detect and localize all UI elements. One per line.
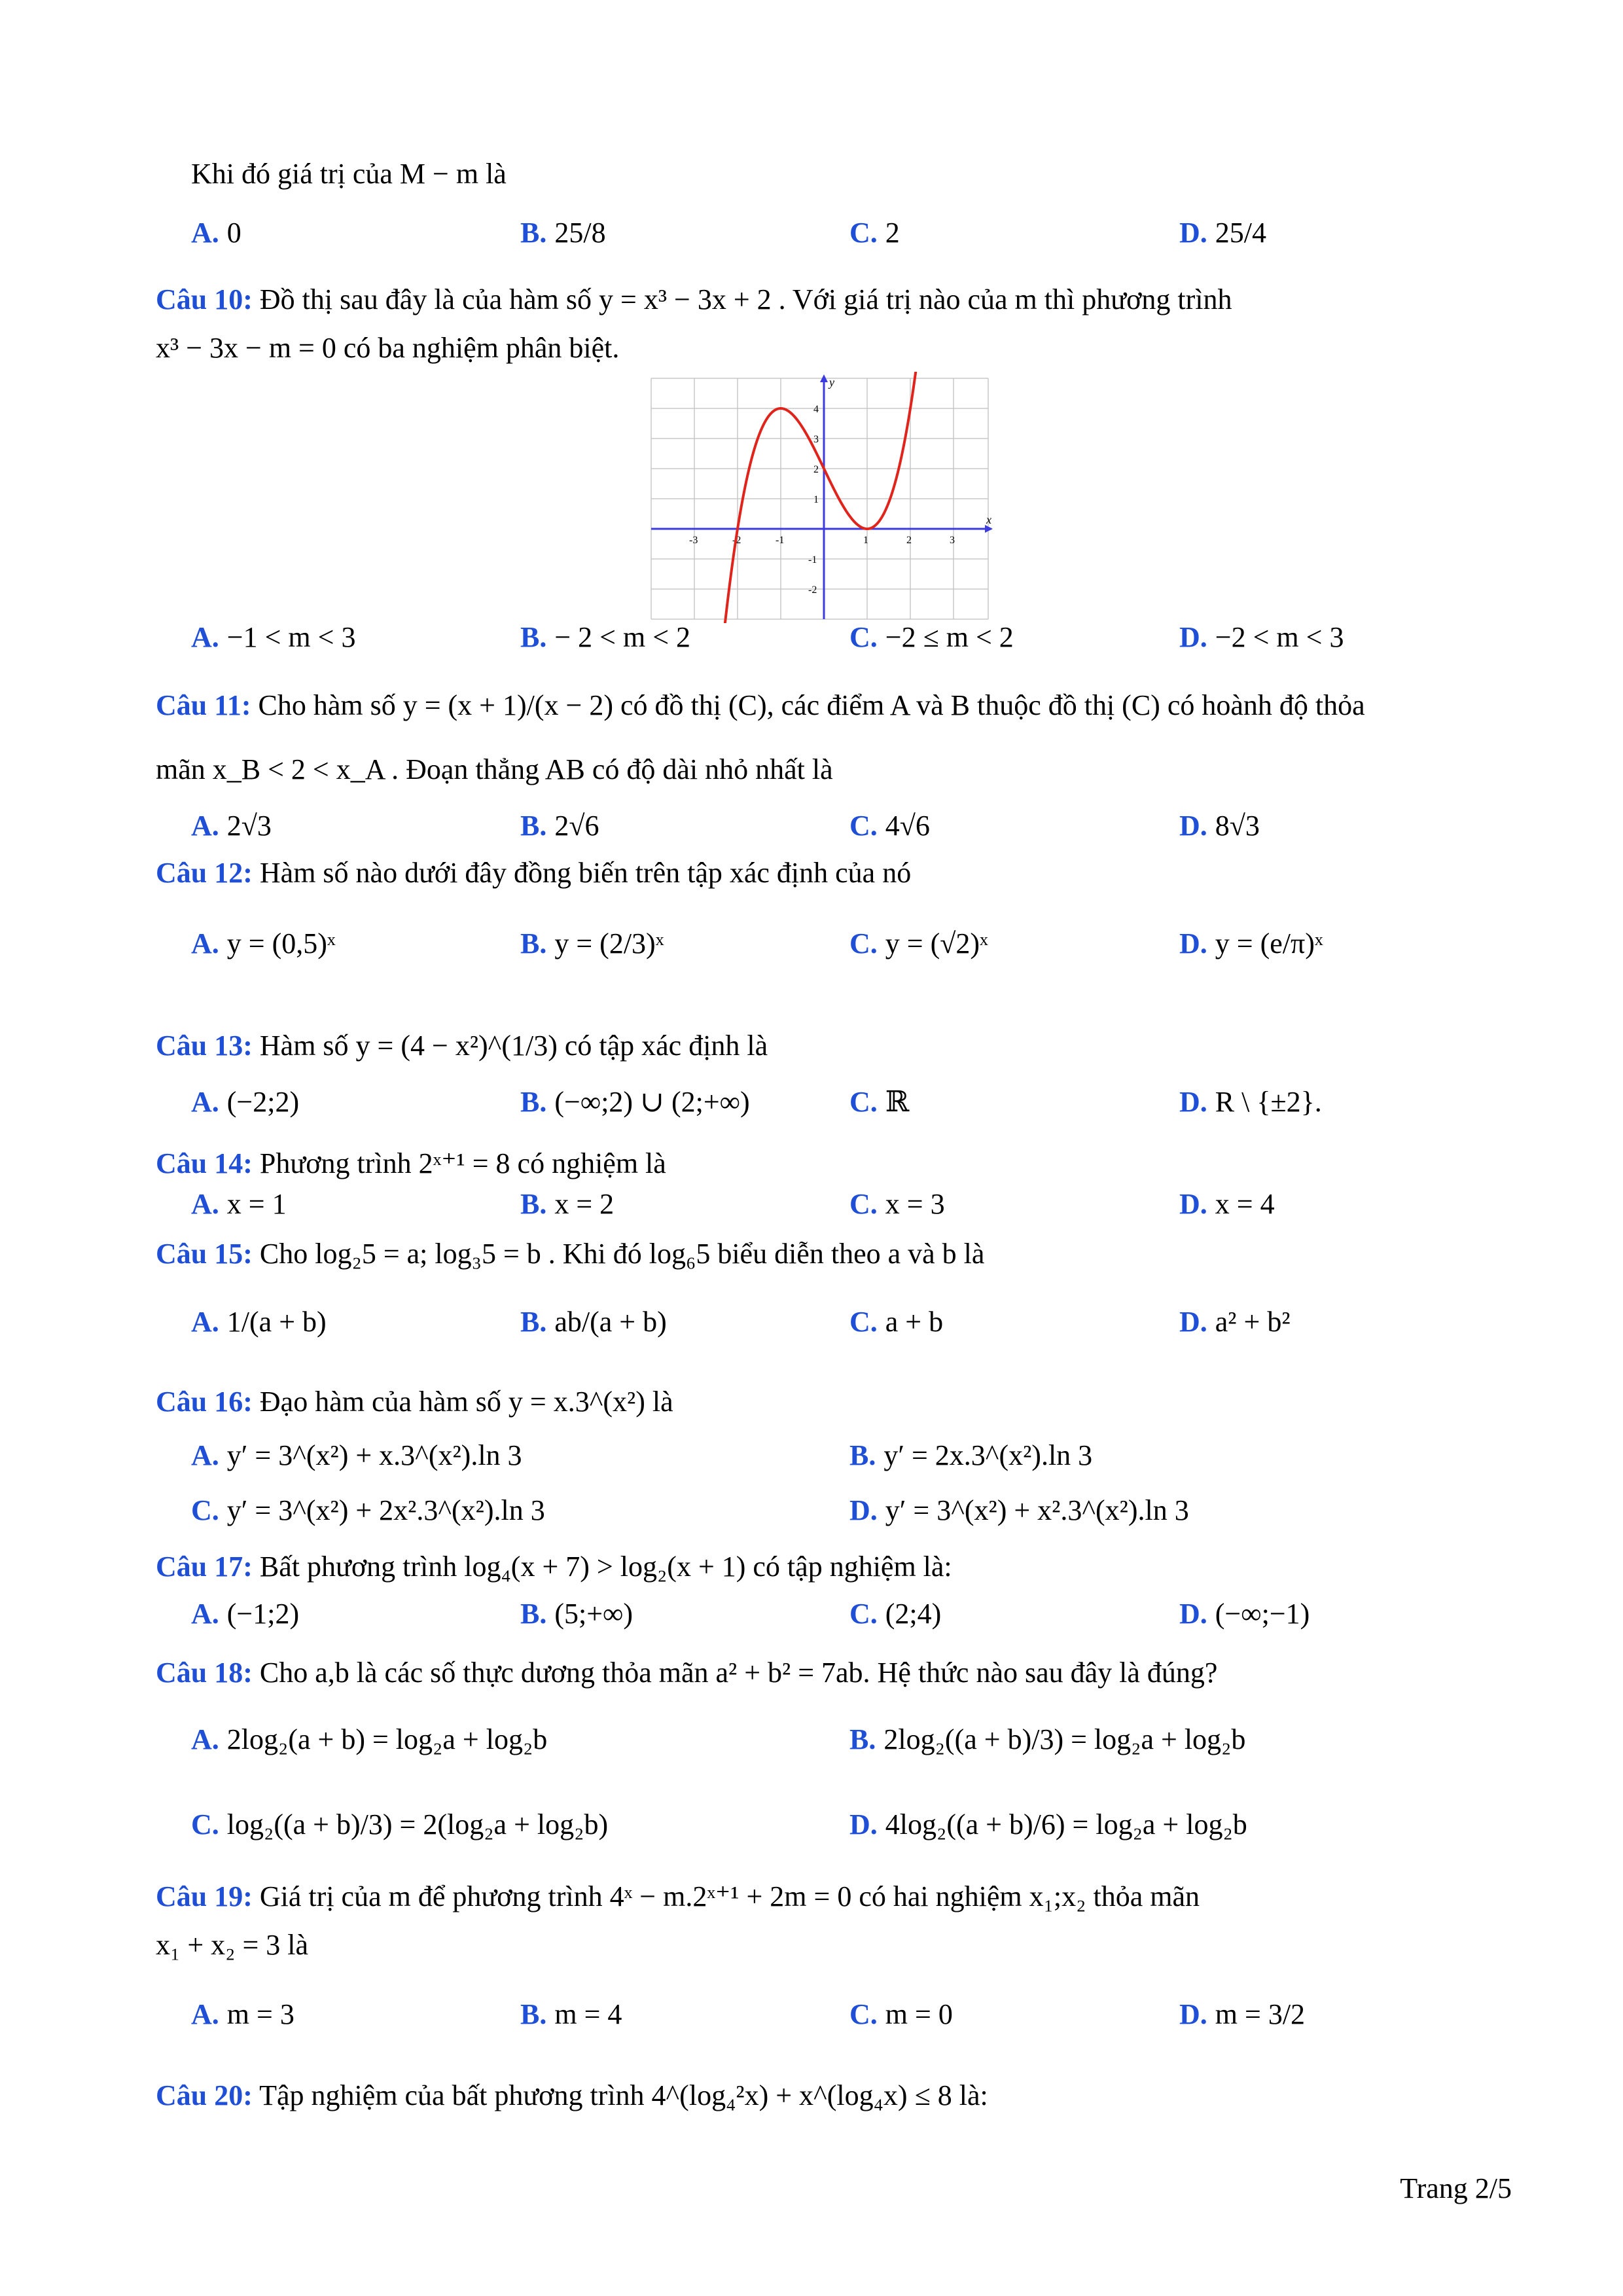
option-text: y′ = 3^(x²) + x.3^(x²).ln 3	[226, 1439, 522, 1471]
question-text: Cho log₂5 = a; log₃5 = b . Khi đó log₆5 biểu diễn theo a và b là	[259, 1238, 985, 1270]
question-text: Cho hàm số y = (x + 1)/(x − 2) có đồ thị (C), các điểm A và B thuộc đồ thị (C) có hoành độ thỏa	[258, 689, 1365, 721]
question-18	[156, 1653, 1217, 1693]
option-label: B.	[520, 621, 547, 653]
x-tick-label: -3	[689, 535, 698, 546]
intro-text-content: Khi đó giá trị của M − m là	[191, 158, 507, 190]
cubic-graph	[645, 372, 998, 623]
q16-option-d	[849, 1491, 1189, 1530]
q16-option-c	[191, 1491, 545, 1530]
question-text: Đạo hàm của hàm số y = x.3^(x²) là	[259, 1386, 673, 1418]
q17-option-b	[520, 1594, 633, 1634]
q13-option-b	[520, 1083, 750, 1122]
option-text: −1 < m < 3	[226, 621, 356, 653]
question-text-2: x³ − 3x − m = 0 có ba nghiệm phân biệt.	[156, 332, 620, 364]
question-label: Câu 20:	[156, 2079, 253, 2111]
q10-option-d	[1179, 618, 1344, 657]
option-text: y = (e/π)ˣ	[1215, 927, 1323, 960]
option-text: a² + b²	[1215, 1306, 1291, 1338]
option-text: x = 1	[226, 1188, 287, 1220]
q18-option-d	[849, 1805, 1247, 1844]
question-19-line2	[156, 1926, 308, 1965]
q10-option-a	[191, 618, 355, 657]
question-text: Hàm số y = (4 − x²)^(1/3) có tập xác định là	[259, 1030, 768, 1062]
option-text: y = (√2)ˣ	[885, 927, 988, 960]
option-text: x = 4	[1215, 1188, 1275, 1220]
question-14	[156, 1144, 666, 1183]
option-text: 25/4	[1215, 217, 1267, 249]
option-text: 2	[885, 217, 900, 249]
question-10	[156, 280, 1232, 319]
option-text: m = 0	[885, 1998, 953, 2030]
option-text: x = 2	[554, 1188, 615, 1220]
q19-option-a	[191, 1995, 294, 2034]
option-text: (−1;2)	[226, 1598, 300, 1630]
x-axis-label: x	[986, 513, 991, 526]
question-text: Phương trình 2ˣ⁺¹ = 8 có nghiệm là	[259, 1147, 666, 1179]
option-text: 2√6	[554, 810, 599, 842]
q19-option-b	[520, 1995, 622, 2034]
question-text: Cho a,b là các số thực dương thỏa mãn a² + b² = 7ab. Hệ thức nào sau đây là đúng?	[259, 1657, 1218, 1689]
option-label: B.	[520, 1598, 547, 1630]
question-10-line2	[156, 329, 619, 368]
option-label: C.	[849, 1086, 878, 1118]
question-text-2: mãn x_B < 2 < x_A . Đoạn thẳng AB có độ dài nhỏ nhất là	[156, 753, 833, 785]
option-text: y = (0,5)ˣ	[226, 927, 336, 960]
question-11-line2	[156, 750, 833, 789]
question-text: Bất phương trình log₄(x + 7) > log₂(x + 1) có tập nghiệm là:	[259, 1551, 952, 1583]
option-label: D.	[1179, 927, 1207, 960]
q16-option-a	[191, 1436, 522, 1475]
option-text: R \ {±2}.	[1215, 1086, 1322, 1118]
question-text: Đồ thị sau đây là của hàm số y = x³ − 3x + 2 . Với giá trị nào của m thì phương trình	[259, 283, 1232, 315]
q19-option-c	[849, 1995, 953, 2034]
question-text-2: x₁ + x₂ = 3 là	[156, 1929, 309, 1961]
option-label: D.	[1179, 810, 1207, 842]
option-text: ab/(a + b)	[554, 1306, 667, 1338]
option-label: D.	[849, 1494, 878, 1526]
question-label: Câu 10:	[156, 283, 253, 315]
q14-option-b	[520, 1185, 614, 1224]
question-15	[156, 1234, 984, 1274]
q9-option-c	[849, 213, 900, 253]
option-text: (−2;2)	[226, 1086, 300, 1118]
option-label: C.	[849, 621, 878, 653]
option-text: 8√3	[1215, 810, 1260, 842]
q15-option-c	[849, 1302, 943, 1342]
question-label: Câu 18:	[156, 1657, 253, 1689]
question-label: Câu 19:	[156, 1880, 253, 1912]
option-label: C.	[849, 1998, 878, 2030]
option-text: a + b	[885, 1306, 944, 1338]
question-label: Câu 17:	[156, 1551, 253, 1583]
option-text: y′ = 2x.3^(x²).ln 3	[883, 1439, 1093, 1471]
grid	[651, 378, 988, 619]
q11-option-d	[1179, 806, 1260, 846]
option-label: B.	[520, 217, 547, 249]
x-tick-label: -1	[776, 535, 785, 546]
option-label: D.	[1179, 621, 1207, 653]
option-label: D.	[1179, 1188, 1207, 1220]
intro-text	[191, 154, 507, 194]
option-text: (5;+∞)	[554, 1598, 633, 1630]
option-label: A.	[191, 1439, 219, 1471]
question-text: Hàm số nào dưới đây đồng biến trên tập xác định của nó	[259, 857, 912, 889]
q18-option-c	[191, 1805, 608, 1844]
option-text: log₂((a + b)/3) = 2(log₂a + log₂b)	[226, 1808, 609, 1840]
question-label: Câu 16:	[156, 1386, 253, 1418]
option-label: C.	[849, 1306, 878, 1338]
question-17	[156, 1547, 952, 1587]
q12-option-c	[849, 924, 988, 963]
q17-option-c	[849, 1594, 941, 1634]
q13-option-c	[849, 1083, 909, 1122]
q12-option-d	[1179, 924, 1323, 963]
option-text: 2√3	[226, 810, 272, 842]
option-text: y′ = 3^(x²) + 2x².3^(x²).ln 3	[226, 1494, 545, 1526]
option-text: y = (2/3)ˣ	[554, 927, 664, 960]
option-label: B.	[520, 810, 547, 842]
q10-option-c	[849, 618, 1014, 657]
option-label: D.	[1179, 1086, 1207, 1118]
option-label: D.	[1179, 1306, 1207, 1338]
option-label: C.	[849, 1598, 878, 1630]
option-text: m = 4	[554, 1998, 622, 2030]
option-label: A.	[191, 621, 219, 653]
option-text: m = 3/2	[1215, 1998, 1306, 2030]
y-tick-label: 4	[813, 404, 819, 415]
question-label: Câu 15:	[156, 1238, 253, 1270]
x-tick-labels	[689, 535, 955, 546]
option-label: B.	[520, 1188, 547, 1220]
question-label: Câu 14:	[156, 1147, 253, 1179]
y-axis-label: y	[829, 376, 834, 389]
option-label: D.	[1179, 217, 1207, 249]
question-label: Câu 11:	[156, 689, 251, 721]
option-text: m = 3	[226, 1998, 294, 2030]
option-label: A.	[191, 1188, 219, 1220]
q9-option-b	[520, 213, 606, 253]
question-13	[156, 1026, 768, 1066]
y-tick-label: 1	[813, 494, 819, 505]
option-label: C.	[849, 810, 878, 842]
option-label: C.	[191, 1808, 219, 1840]
q18-option-b	[849, 1720, 1245, 1759]
option-label: A.	[191, 810, 219, 842]
q16-option-b	[849, 1436, 1092, 1475]
option-text: 1/(a + b)	[226, 1306, 327, 1338]
option-label: D.	[1179, 1598, 1207, 1630]
option-text: (−∞;−1)	[1215, 1598, 1310, 1630]
option-label: A.	[191, 1598, 219, 1630]
q12-option-b	[520, 924, 664, 963]
option-text: −2 ≤ m < 2	[885, 621, 1014, 653]
option-label: B.	[520, 1086, 547, 1118]
option-text: 0	[226, 217, 241, 249]
q11-option-b	[520, 806, 599, 846]
option-text: 4log₂((a + b)/6) = log₂a + log₂b	[885, 1808, 1247, 1840]
option-text: x = 3	[885, 1188, 945, 1220]
question-text: Tập nghiệm của bất phương trình 4^(log₄²x) + x^(log₄x) ≤ 8 là:	[259, 2079, 988, 2111]
question-16	[156, 1382, 673, 1422]
option-label: B.	[849, 1723, 876, 1755]
option-label: A.	[191, 217, 219, 249]
option-text: ℝ	[885, 1086, 910, 1118]
q13-option-d	[1179, 1083, 1322, 1122]
question-12	[156, 853, 911, 893]
q18-option-a	[191, 1720, 547, 1759]
question-20	[156, 2076, 988, 2115]
option-label: B.	[849, 1439, 876, 1471]
option-label: C.	[849, 1188, 878, 1220]
x-tick-label: -2	[732, 535, 741, 546]
option-label: B.	[520, 927, 547, 960]
q12-option-a	[191, 924, 336, 963]
q19-option-d	[1179, 1995, 1305, 2034]
q14-option-c	[849, 1185, 945, 1224]
q14-option-a	[191, 1185, 287, 1224]
option-label: A.	[191, 1086, 219, 1118]
question-19	[156, 1877, 1200, 1916]
axes	[651, 377, 991, 619]
option-text: −2 < m < 3	[1215, 621, 1344, 653]
q10-option-b	[520, 618, 690, 657]
option-label: C.	[849, 217, 878, 249]
option-label: D.	[849, 1808, 878, 1840]
y-tick-label: 2	[813, 464, 819, 475]
question-11	[156, 686, 1365, 725]
option-text: (2;4)	[885, 1598, 942, 1630]
y-tick-label: 3	[813, 434, 819, 445]
option-label: B.	[520, 1998, 547, 2030]
option-text: 2log₂((a + b)/3) = log₂a + log₂b	[883, 1723, 1246, 1755]
y-tick-label: -2	[808, 584, 817, 596]
q13-option-a	[191, 1083, 299, 1122]
option-label: C.	[849, 927, 878, 960]
q14-option-d	[1179, 1185, 1275, 1224]
option-text: − 2 < m < 2	[554, 621, 691, 653]
y-tick-label: -1	[808, 554, 817, 565]
option-text: 2log₂(a + b) = log₂a + log₂b	[226, 1723, 548, 1755]
x-tick-label: 1	[863, 535, 868, 546]
option-label: A.	[191, 1998, 219, 2030]
cubic-curve	[725, 372, 916, 623]
option-label: A.	[191, 1723, 219, 1755]
option-text: 4√6	[885, 810, 930, 842]
y-tick-labels	[808, 404, 819, 596]
q17-option-d	[1179, 1594, 1310, 1634]
x-tick-label: 3	[950, 535, 955, 546]
option-label: A.	[191, 1306, 219, 1338]
q11-option-c	[849, 806, 930, 846]
option-label: D.	[1179, 1998, 1207, 2030]
option-label: A.	[191, 927, 219, 960]
question-label: Câu 12:	[156, 857, 253, 889]
option-text: (−∞;2) ∪ (2;+∞)	[554, 1086, 750, 1118]
q15-option-b	[520, 1302, 667, 1342]
question-text: Giá trị của m để phương trình 4ˣ − m.2ˣ⁺¹ + 2m = 0 có hai nghiệm x₁;x₂ thỏa mãn	[259, 1880, 1200, 1912]
q11-option-a	[191, 806, 272, 846]
q9-option-a	[191, 213, 241, 253]
q9-option-d	[1179, 213, 1266, 253]
option-text: y′ = 3^(x²) + x².3^(x²).ln 3	[885, 1494, 1189, 1526]
q15-option-d	[1179, 1302, 1291, 1342]
q15-option-a	[191, 1302, 327, 1342]
question-label: Câu 13:	[156, 1030, 253, 1062]
page-number: Trang 2/5	[1400, 2172, 1512, 2204]
option-label: C.	[191, 1494, 219, 1526]
option-label: B.	[520, 1306, 547, 1338]
q17-option-a	[191, 1594, 299, 1634]
x-tick-label: 2	[906, 535, 912, 546]
option-text: 25/8	[554, 217, 606, 249]
